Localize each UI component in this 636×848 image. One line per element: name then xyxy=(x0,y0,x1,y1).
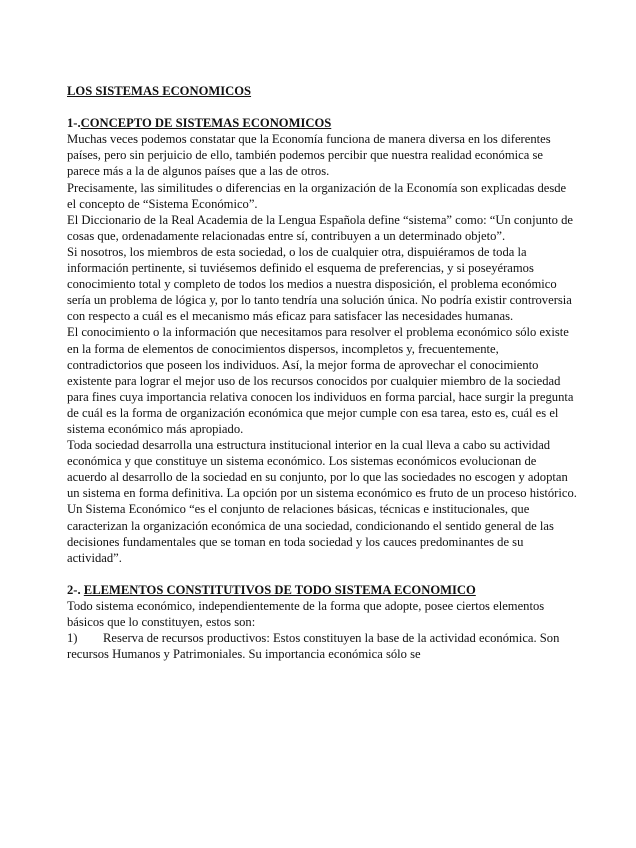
section-1-heading xyxy=(67,115,577,131)
paragraph: Toda sociedad desarrolla una estructura institucional interior en la cual lleva a cabo su actividad económica y que constituye un sistema económico. Los sistemas económicos evolucionan de acuerdo al desarrollo de la sociedad en su conjunto, por lo que las sociedades no escogen y adoptan un sistema en forma definitiva. La opción por un sistema económico es fruto de un proceso histórico. xyxy=(67,438,577,501)
document-page xyxy=(67,83,577,662)
paragraph: Un Sistema Económico “es el conjunto de relaciones básicas, técnicas e institucionales, que caracterizan la organización económica de una sociedad, condicionando el sentido general de las decisiones fundamentales que se toman en toda sociedad y los cauces predominantes de su actividad”. xyxy=(67,502,554,565)
list-item-text: Reserva de recursos productivos: Estos constituyen la base de la actividad económica. Son recursos Humanos y Patrimoniales. Su importancia económica sólo se xyxy=(67,631,560,662)
section-2-title: ELEMENTOS CONSTITUTIVOS DE TODO SISTEMA ECONOMICO xyxy=(83,582,476,597)
section-2-number: 2-. xyxy=(67,582,81,597)
section-2-intro: Todo sistema económico, independientemente de la forma que adopte, posee ciertos elementos básicos que lo constituyen, estos son: xyxy=(67,599,545,630)
paragraph: El Diccionario de la Real Academia de la Lengua Española define “sistema” como: “Un conjunto de cosas que, ordenadamente relacionadas entre sí, contribuyen a un determinado objeto”. xyxy=(67,212,574,243)
list-item xyxy=(67,630,577,662)
document-title: LOS SISTEMAS ECONOMICOS xyxy=(67,84,252,98)
section-1-title: CONCEPTO DE SISTEMAS ECONOMICOS xyxy=(80,116,332,131)
section-2-heading xyxy=(67,582,577,598)
spacer xyxy=(67,99,577,115)
paragraph: Muchas veces podemos constatar que la Economía funciona de manera diversa en los diferentes países, pero sin perjuicio de ello, también podemos percibir que nuestra realidad económica se parece más a la de algunos países que a las de otros. xyxy=(67,132,551,179)
paragraph: El conocimiento o la información que necesitamos para resolver el problema económico sólo existe en la forma de elementos de conocimientos dispersos, incompletos y, frecuentemente, contradictorios que poseen los individuos. Así, la mejor forma de aprovechar el conocimiento existente para lograr el mejor uso de los recursos conocidos por cualquier miembro de la sociedad para fines cuya importancia relativa conocen los individuos en forma parcial, hace surgir la pregunta de cuál es la forma de organización económica que mejor cumple con esa tarea, esto es, cuál es el sistema económico más apropiado. xyxy=(67,325,574,436)
paragraph: Si nosotros, los miembros de esta sociedad, o los de cualquier otra, dispuiéramos de toda la información pertinente, si tuviésemos definido el esquema de preferencias, y si poseyéramos conocimiento total y completo de todos los medios a nuestra disposición, el problema económico sería un problema de lógica y, por lo tanto tendría una solución única. No podría existir controversia con respecto a cuál es el mecanismo más eficaz para satisfacer las necesidades humanas. xyxy=(67,244,572,324)
section-1-number: 1-. xyxy=(67,116,81,131)
spacer xyxy=(67,566,577,582)
paragraph: Precisamente, las similitudes o diferencias en la organización de la Economía son explicadas desde el concepto de “Sistema Económico”. xyxy=(67,180,567,211)
list-item-number: 1) xyxy=(67,631,78,646)
